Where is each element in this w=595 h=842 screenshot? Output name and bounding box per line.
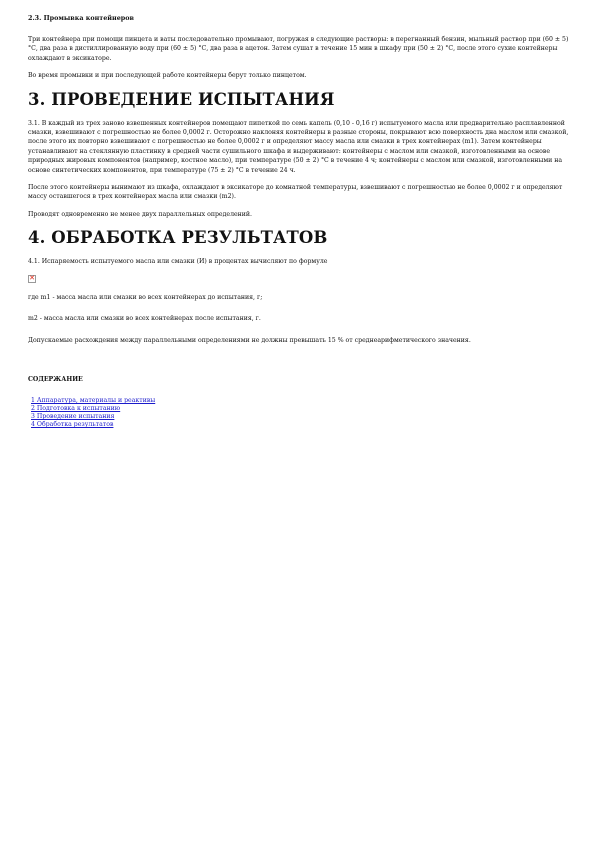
paragraph-tolerance: Допускаемые расхождения между параллельными определениями не должны превышать 15 % от среднеарифметического значения. [28, 336, 471, 344]
toc-title: СОДЕРЖАНИЕ [28, 375, 83, 383]
definition-m1: где m1 - масса масла или смазки во всех контейнерах до испытания, г; [28, 293, 263, 301]
definition-m2: m2 - масса масла или смазки во всех контейнерах после испытания, г. [28, 315, 261, 323]
paragraph-tweezers: Во время промывки и при последующей работе контейнеры берут только пинцетом. [28, 72, 307, 80]
toc-link-1[interactable]: 1 Аппаратура, материалы и реактивы [31, 396, 156, 404]
document-body [28, 14, 570, 429]
subsection-heading-2-3: 2.3. Промывка контейнеров [28, 14, 134, 22]
paragraph-4-1: 4.1. Испаряемость испытуемого масла или смазки (И) в процентах вычисляют по формуле [28, 258, 328, 266]
paragraph-cooling: После этого контейнеры вынимают из шкафа, охлаждают в эксикаторе до комнатной температуры, взвешивают с погрешностью не более 0,0002 г и определяют массу оставшегося в трех контейнерах масла или смазки (m2). [28, 184, 563, 201]
paragraph-3-1: 3.1. В каждый из трех заново взвешенных контейнеров помещают пипеткой по семь капель (0,10 - 0,16 г) испытуемого масла или предварительно расплавленной смазки, взвешивают с погрешностью не более 0,0002 г. Осторожно наклоняя контейнеры в разные стороны, покрывают всю поверхность дна маслом или смазкой, после этого их повторно взвешивают с погрешностью не более 0,0002 г и определяют массу масла или смазки в трех контейнерах (m1). Затем контейнеры устанавливают на стеклянную пластинку в средней части сушильного шкафа и выдерживают: контейнеры с маслом или смазкой, изготовленными на основе природных жировых компонентов (например, костное масло), при температуре (50 ± 2) °С в течение 4 ч; контейнеры с маслом или смазкой, изготовленными на основе синтетических компонентов, при температуре (75 ± 2) °С в течение 24 ч. [28, 119, 569, 174]
section-heading-4: 4. ОБРАБОТКА РЕЗУЛЬТАТОВ [28, 228, 328, 248]
toc-link-3[interactable]: 3 Проведение испытания [31, 412, 115, 420]
broken-image-icon: ✕ [29, 274, 35, 283]
toc-link-4[interactable]: 4 Обработка результатов [31, 420, 114, 428]
table-of-contents [28, 397, 570, 429]
paragraph-parallel: Проводят одновременно не менее двух параллельных определений. [28, 210, 252, 218]
section-heading-3: 3. ПРОВЕДЕНИЕ ИСПЫТАНИЯ [28, 89, 335, 109]
toc-link-2[interactable]: 2 Подготовка к испытанию [31, 404, 121, 412]
paragraph-washing: Три контейнера при помощи пинцета и ваты последовательно промывают, погружая в следующие растворы: в перегнанный бензин, мыльный раствор при (60 ± 5) °С, два раза в дистиллированную воду при (60 ± 5) °С, два раза в ацетон. Затем сушат в течение 15 мин в шкафу при (50 ± 2) °С, после этого сухие контейнеры охлаждают в эксикаторе. [28, 36, 569, 62]
